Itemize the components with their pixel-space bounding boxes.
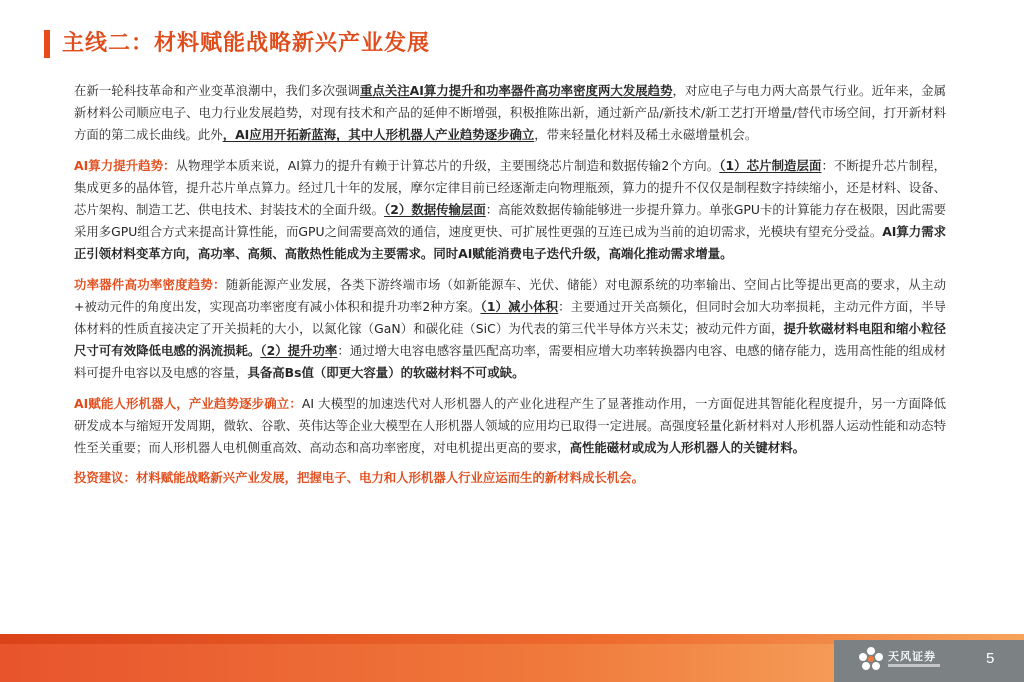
robot-label: AI赋能人形机器人，产业趋势逐步确立： [74, 395, 302, 411]
power-device-bold-2: 具备高Bs值（即更大容量）的软磁材料不可或缺。 [247, 365, 525, 381]
power-device-bold-1: 提升软磁材料电阻和缩小粒径尺寸可有效降低电感的涡流损耗。 [74, 321, 947, 359]
power-device-sub-2: （2）提升功率 [260, 343, 338, 359]
power-device-text-1: 随新能源产业发展，各类下游终端市场（如新能源车、光伏、储能）对电源系统的功率输出、空间占比等提出更高的要求，从主动+被动元件的角度出发，实现高功率密度有减小体积和提升功率2种方案。 [74, 276, 947, 314]
intro-text-3: ，带来轻量化材料及稀土永磁增量机会。 [534, 127, 758, 143]
robot-text-1: AI 大模型的加速迭代对人形机器人的产业化进程产生了显著推动作用，一方面促进其智能化程度提升，另一方面降低研发成本与缩短开发周期，微软、谷歌、英伟达等企业大模型在人形机器人领域的应用均已取得一定进展。高强度轻量化新材料对人形机器人运动性能和动态特性至关重要；而人形机器人电机侧重高效、高动态和高功率密度，对电机提出更高的要求， [74, 395, 946, 456]
company-logo [858, 644, 950, 678]
investment-advice: 投资建议：材料赋能战略新兴产业发展，把握电子、电力和人形机器人行业应运而生的新材料成长机会。 [74, 470, 644, 486]
ai-compute-text-1: 从物理学本质来说，AI算力的提升有赖于计算芯片的升级，主要围绕芯片制造和数据传输2个方向。 [175, 157, 720, 173]
ai-compute-paragraph [74, 155, 946, 266]
intro-highlight-2: ，AI应用开拓新蓝海，其中人形机器人产业趋势逐步确立 [222, 127, 535, 143]
power-device-sub-1: （1）减小体积 [480, 298, 559, 314]
robot-paragraph [74, 393, 946, 460]
ai-compute-conclusion: AI算力需求正引领材料变革方向，高功率、高频、高散热性能成为主要需求。同时AI赋能消费电子迭代升级，高端化推动需求增量。 [74, 224, 946, 262]
power-device-paragraph [74, 274, 946, 385]
ai-compute-text-2: ：不断提升芯片制程，集成更多的晶体管，提升芯片单点算力。经过几十年的发展，摩尔定律目前已经逐渐走向物理瓶颈，算力的提升不仅仅是制程数字持续缩小，还是材料、设备、芯片架构、制造工艺、供电技术、封装技术的全面升级。 [74, 157, 947, 218]
power-device-label: 功率器件高功率密度趋势： [74, 276, 226, 292]
title-accent-bar [44, 30, 50, 58]
power-device-text-2: ：主要通过开关高频化，但同时会加大功率损耗，主动元件方面，半导体材料的性质直接决定了开关损耗的大小，以氮化镓（GaN）和碳化硅（SiC）为代表的第三代半导体方兴未艾；被动元件方面， [74, 298, 946, 337]
intro-text-1: 在新一轮科技革命和产业变革浪潮中，我们多次强调 [74, 83, 360, 98]
ai-compute-label: AI算力提升趋势： [74, 157, 176, 173]
robot-bold: 高性能磁材或成为人形机器人的关键材料。 [569, 440, 806, 456]
intro-highlight-1: 重点关注AI算力提升和功率器件高功率密度两大发展趋势 [359, 83, 673, 98]
page-number: 5 [986, 650, 995, 667]
ai-compute-sub-1: （1）芯片制造层面 [719, 157, 822, 173]
intro-paragraph [74, 80, 946, 147]
main-content [74, 80, 946, 497]
power-device-text-3: ：通过增大电容电感容量匹配高功率，需要相应增大功率转换器内电容、电感的储存能力，选用高性能的组成材料可提升电容以及电感的容量， [74, 343, 947, 381]
flower-logo-icon [858, 646, 884, 672]
logo-subline [888, 664, 940, 667]
page-title: 主线二：材料赋能战略新兴产业发展 [62, 31, 431, 56]
logo-text: 天风证券 [888, 650, 936, 663]
intro-text-2: ，对应电子与电力两大高景气行业。近年来，金属新材料公司顺应电子、电力行业发展趋势，对现有技术和产品的延伸不断增强，积极推陈出新，通过新产品/新技术/新工艺打开增量/替代市场空间，打开新材料方面的第二成长曲线。此外 [74, 83, 947, 143]
ai-compute-sub-2: （2）数据传输层面 [384, 202, 486, 218]
ai-compute-text-3: ：高能效数据传输能够进一步提升算力。单张GPU卡的计算能力存在极限，因此需要采用多GPU组合方式来提高计算性能，而GPU之间需要高效的通信，速度更快、可扩展性更强的互连已成为当前的迫切需求，光模块有望充分受益。 [74, 202, 946, 240]
